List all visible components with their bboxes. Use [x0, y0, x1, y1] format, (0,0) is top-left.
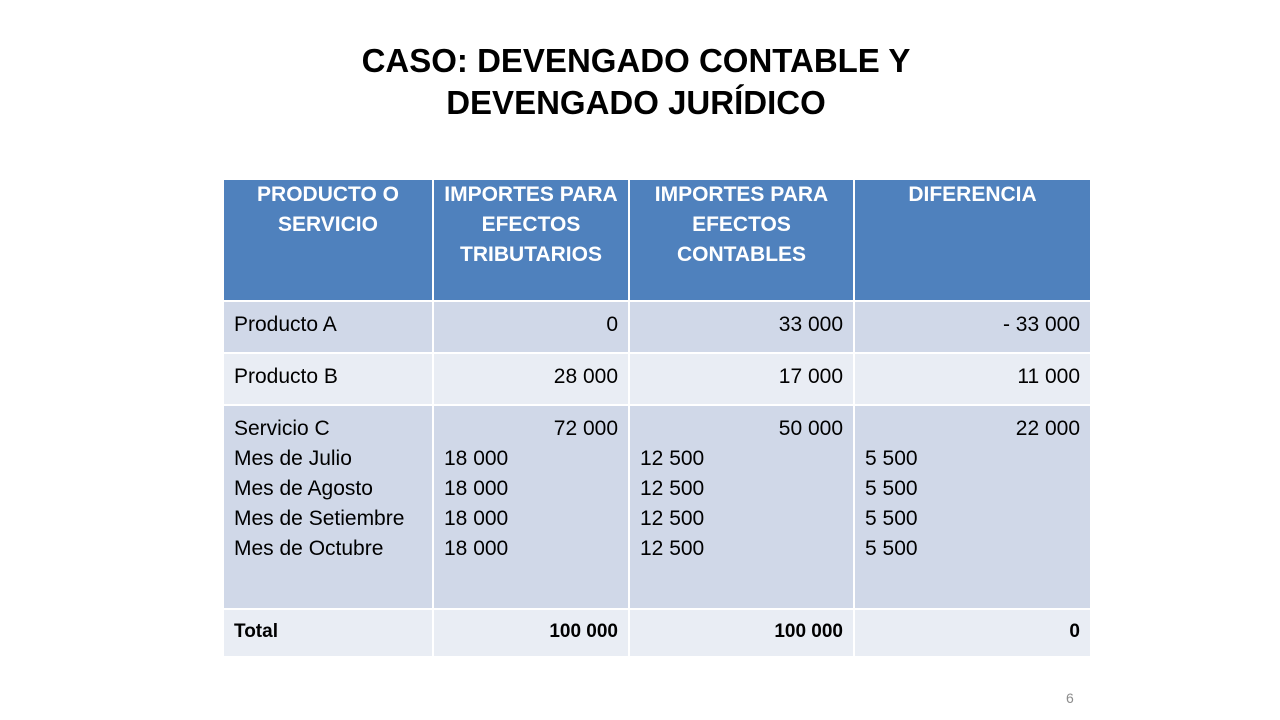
title-line-2: DEVENGADO JURÍDICO	[446, 84, 826, 121]
month-tributario-value: 18 000	[444, 507, 509, 530]
total-diferencia: 0	[1069, 621, 1080, 642]
month-tributario-value: 18 000	[444, 477, 509, 500]
diferencia-value: - 33 000	[1002, 313, 1080, 336]
month-contable-value: 12 500	[640, 447, 705, 470]
row-label: Producto A	[234, 313, 337, 336]
table-header-row	[223, 179, 1091, 301]
month-label: Mes de Setiembre	[234, 507, 405, 530]
tributario-value: 28 000	[553, 365, 618, 388]
total-tributario: 100 000	[549, 621, 618, 642]
row-label: Servicio C	[234, 417, 330, 440]
contable-value: 50 000	[778, 417, 843, 440]
comparison-table	[222, 178, 1092, 658]
month-contable-value: 12 500	[640, 537, 705, 560]
total-row	[223, 609, 1091, 657]
slide-title	[0, 40, 1272, 124]
row-label: Producto B	[234, 365, 338, 388]
month-label: Mes de Julio	[234, 447, 352, 470]
total-label: Total	[234, 621, 278, 642]
header-diferencia: DIFERENCIA	[854, 179, 1091, 301]
month-tributario-value: 18 000	[444, 447, 509, 470]
contable-value: 33 000	[778, 313, 843, 336]
header-importes-contables: IMPORTES PARA EFECTOS CONTABLES	[629, 179, 854, 301]
contable-value: 17 000	[778, 365, 843, 388]
diferencia-group	[855, 406, 1090, 564]
month-contable-value: 12 500	[640, 477, 705, 500]
month-diferencia-value: 5 500	[865, 447, 918, 470]
month-diferencia-value: 5 500	[865, 477, 918, 500]
month-contable-value: 12 500	[640, 507, 705, 530]
table-row	[223, 353, 1091, 405]
tributario-value: 0	[606, 313, 618, 336]
tributario-group	[434, 406, 628, 564]
month-tributario-value: 18 000	[444, 537, 509, 560]
diferencia-value: 22 000	[1015, 417, 1080, 440]
diferencia-value: 11 000	[1017, 365, 1080, 388]
table-row	[223, 301, 1091, 353]
month-label: Mes de Agosto	[234, 477, 373, 500]
month-diferencia-value: 5 500	[865, 537, 918, 560]
month-label: Mes de Octubre	[234, 537, 384, 560]
header-importes-tributarios: IMPORTES PARA EFECTOS TRIBUTARIOS	[433, 179, 629, 301]
total-contable: 100 000	[774, 621, 843, 642]
page-number: 6	[1066, 690, 1074, 706]
contable-group	[630, 406, 853, 564]
row-label-group	[224, 406, 432, 564]
tributario-value: 72 000	[553, 417, 618, 440]
title-line-1: CASO: DEVENGADO CONTABLE Y	[361, 42, 911, 79]
month-diferencia-value: 5 500	[865, 507, 918, 530]
table-row	[223, 405, 1091, 609]
header-producto-servicio: PRODUCTO O SERVICIO	[223, 179, 433, 301]
